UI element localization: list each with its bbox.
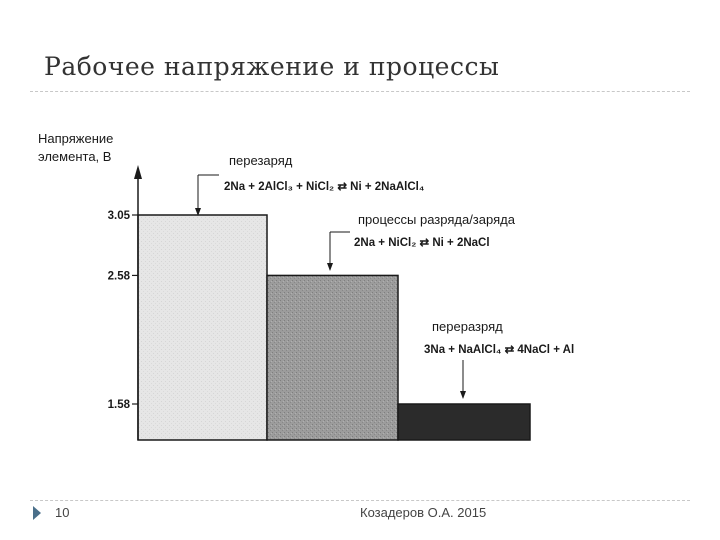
bar-overcharge [138,215,267,440]
footer-arrow-icon [33,506,41,520]
annotation-discharge-charge [327,212,516,271]
y-axis-arrow [134,165,142,179]
y-tick-1-58-label: 1.58 [107,399,130,411]
annotation-discharge-charge-label: процессы разряда/заряда [358,212,515,227]
slide-title: Рабочее напряжение и процессы [44,52,500,81]
annotation-discharge-charge-reaction: 2Na + NiCl₂ ⇄ Ni + 2NaCl [354,237,490,249]
footer-divider [30,500,690,501]
page-number: 10 [55,505,70,520]
y-tick-3-05-label: 3.05 [107,210,130,222]
annotation-overdischarge-reaction: 3Na + NaAlCl₄ ⇄ 4NaCl + Al [424,344,575,356]
annotation-overdischarge-label: переразряд [432,319,503,334]
bar-discharge-charge [267,275,398,440]
annotation-overdischarge [424,319,574,399]
y-axis-label-line2: элемента, В [38,149,112,164]
y-axis-label-line1: Напряжение [38,131,114,146]
footer-author: Козадеров О.А. 2015 [360,505,487,520]
bar-overdischarge [398,404,530,440]
annotation-overcharge-label: перезаряд [229,153,293,168]
y-tick-2-58-label: 2.58 [107,270,130,283]
annotation-overcharge-reaction: 2Na + 2AlCl₃ + NiCl₂ ⇄ Ni + 2NaAlCl₄ [224,181,425,193]
annotation-overcharge [195,153,424,216]
